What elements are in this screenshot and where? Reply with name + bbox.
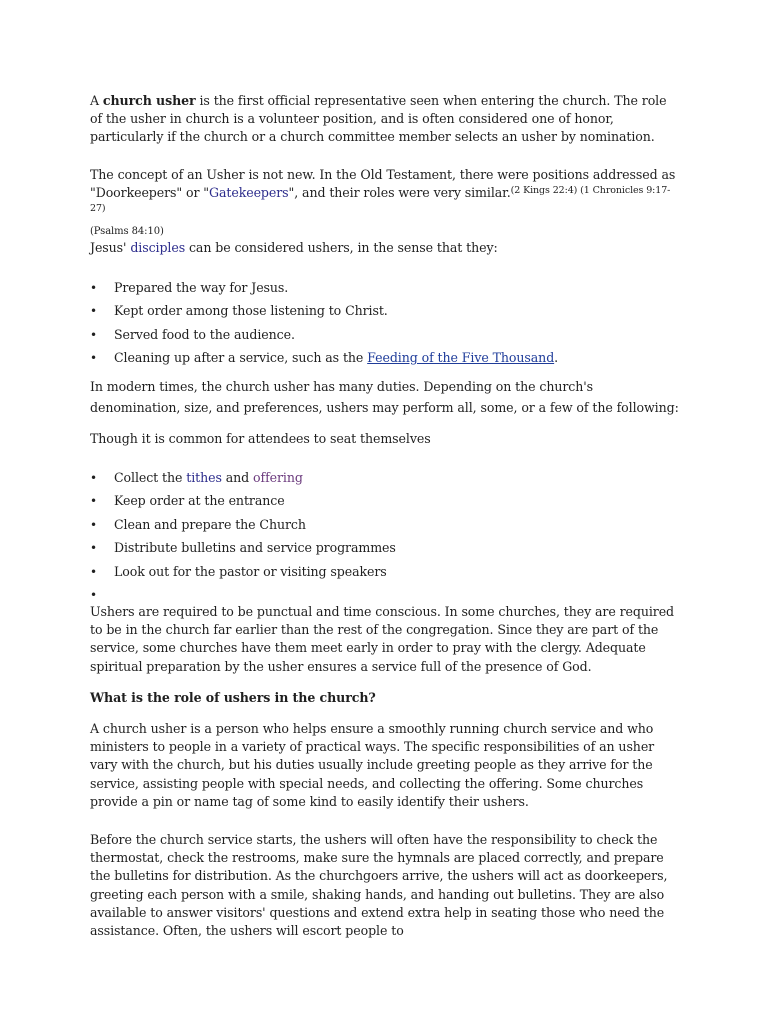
concept-paragraph bbox=[90, 166, 680, 241]
bullet-icon: • bbox=[90, 304, 97, 319]
list-item-text: Prepared the way for Jesus. bbox=[114, 280, 289, 295]
disciples-list bbox=[90, 279, 680, 373]
role-paragraph: A church usher is a person who helps ensure a smoothly running church service and who ministers to people in a variety of practical ways. The specific responsibilities of an usher vary with the church, but his duties usually include greeting people as they arrive for the service, assisting people with special needs, and collecting the offering. Some churches provide a pin or name tag of some kind to easily identify their ushers. bbox=[90, 721, 655, 809]
list-item bbox=[90, 349, 680, 372]
list-item bbox=[90, 469, 680, 492]
list-item bbox=[90, 516, 680, 539]
bullet-icon: • bbox=[90, 327, 97, 342]
list-item bbox=[90, 302, 680, 325]
bullet-icon: • bbox=[90, 517, 97, 532]
intro-lead: A bbox=[90, 93, 103, 108]
intro-text: is the first official representative seen when entering the church. The role of the usher in church is a volunteer position, and is often considered one of honor, particularly if the church or a church committee member selects an usher by nomination. bbox=[90, 93, 667, 145]
bullet-icon: • bbox=[90, 587, 97, 602]
modern-paragraph: In modern times, the church usher has many duties. Depending on the church's denomination, size, and preferences, ushers may perform all, some, or a few of the following: bbox=[90, 379, 679, 415]
list-item-text: Clean and prepare the Church bbox=[114, 516, 306, 532]
bullet-icon: • bbox=[90, 494, 97, 509]
list-item-text: Look out for the pastor or visiting speakers bbox=[114, 563, 387, 579]
bullet-icon: • bbox=[90, 281, 97, 295]
concept-text: The concept of an Usher is not new. In the Old Testament, there were positions addressed as "Doorkeepers" or " bbox=[90, 167, 676, 201]
disciples-link[interactable]: disciples bbox=[130, 240, 186, 255]
reference-kings: (2 Kings 22:4) bbox=[510, 185, 578, 197]
list-item-text: Kept order among those listening to Christ. bbox=[114, 303, 388, 319]
bullet-icon: • bbox=[90, 471, 97, 485]
intro-paragraph bbox=[90, 92, 680, 147]
section-heading: What is the role of ushers in the church? bbox=[90, 690, 376, 705]
list-item-text: Served food to the audience. bbox=[114, 326, 295, 342]
intro-bold-term: church usher bbox=[102, 93, 196, 108]
duties-list bbox=[90, 469, 680, 602]
bullet-icon: • bbox=[90, 541, 97, 556]
disciples-text-2: can be considered ushers, in the sense that they: bbox=[185, 240, 498, 255]
list-item bbox=[90, 563, 680, 586]
reference-psalms: (Psalms 84:10) bbox=[90, 225, 164, 237]
list-item bbox=[90, 326, 680, 349]
bullet-icon: • bbox=[90, 351, 97, 366]
reference-chronicles: (1 Chronicles 9:17-27) bbox=[90, 185, 671, 215]
list-item-text: Distribute bulletins and service programmes bbox=[114, 540, 396, 556]
feeding-five-thousand-link[interactable]: Feeding of the Five Thousand bbox=[367, 350, 555, 366]
offering-link[interactable]: offering bbox=[253, 470, 303, 485]
document-page bbox=[90, 0, 680, 1024]
list-item-text-2: and bbox=[221, 470, 254, 485]
list-item-text: Cleaning up after a service, such as the bbox=[114, 350, 368, 366]
list-item-text: Keep order at the entrance bbox=[114, 493, 285, 509]
bullet-icon: • bbox=[90, 564, 97, 579]
concept-text-2: ", and their roles were very similar. bbox=[288, 185, 511, 201]
punctual-paragraph: Ushers are required to be punctual and time conscious. In some churches, they are required to be in the church far earlier than the rest of the congregation. Since they are part of the service, some churches have them meet early in order to pray with the clergy. Adequate spiritual preparation by the usher ensures a service full of the presence of God. bbox=[90, 604, 675, 674]
disciples-text: Jesus' bbox=[90, 240, 131, 255]
list-item bbox=[90, 279, 680, 302]
list-item bbox=[90, 586, 680, 602]
gatekeepers-link[interactable]: Gatekeepers bbox=[209, 185, 289, 201]
disciples-paragraph bbox=[90, 239, 680, 257]
list-item-end: . bbox=[554, 350, 559, 366]
list-item-text: Collect the bbox=[114, 470, 187, 485]
list-item bbox=[90, 539, 680, 562]
list-item bbox=[90, 492, 680, 515]
tithes-link[interactable]: tithes bbox=[186, 470, 222, 485]
though-paragraph: Though it is common for attendees to seat themselves bbox=[90, 431, 431, 446]
before-paragraph: Before the church service starts, the ushers will often have the responsibility to check the thermostat, check the restrooms, make sure the hymnals are placed correctly, and prepare the bulletins for distribution. As the churchgoers arrive, the ushers will act as doorkeepers, greeting each person with a smile, shaking hands, and handing out bulletins. They are also available to answer visitors' questions and extend extra help in seating those who need the assistance. Often, the ushers will escort people to bbox=[90, 832, 668, 939]
